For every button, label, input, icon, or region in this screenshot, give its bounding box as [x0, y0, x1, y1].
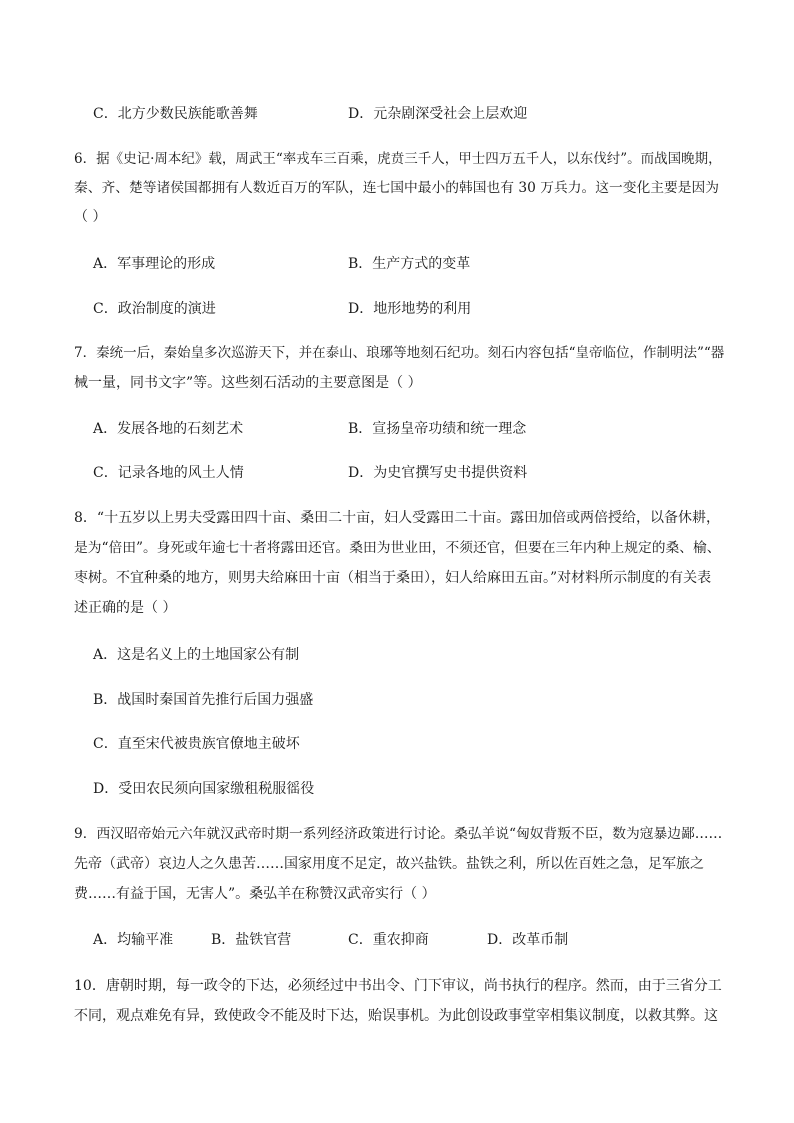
q6-option-b: B．生产方式的变革	[348, 256, 471, 272]
q7-option-a: A．发展各地的石刻艺术	[93, 421, 244, 437]
q5-option-c: C．北方少数民族能歌善舞	[93, 106, 258, 122]
q6-option-d: D．地形地势的利用	[348, 301, 472, 317]
q9-stem-line-1: 9．西汉昭帝始元六年就汉武帝时期一系列经济政策进行讨论。桑弘羊说“匈奴背叛不臣，数为寇暴边鄙……	[74, 826, 723, 842]
q9-option-d: D．改革币制	[487, 932, 569, 948]
q9-stem-line-2: 先帝（武帝）哀边人之久患苦……国家用度不足定，故兴盐铁。盐铁之利，所以佐百姓之急，足军旅之	[74, 856, 704, 872]
q7-option-d: D．为史官撰写史书提供资料	[348, 465, 528, 481]
q9-option-a: A．均输平准	[93, 932, 174, 948]
q9-option-b: B．盐铁官营	[211, 932, 292, 948]
q7-stem-line-2: 械一量，同书文字”等。这些刻石活动的主要意图是（ ）	[74, 375, 422, 391]
q6-option-c: C．政治制度的演进	[93, 301, 216, 317]
q5-option-d: D．元杂剧深受社会上层欢迎	[348, 106, 528, 122]
q8-stem-line-1: 8．“十五岁以上男夫受露田四十亩、桑田二十亩，妇人受露田二十亩。露田加倍或两倍授给，以备休耕，	[74, 510, 721, 526]
q7-stem-line-1: 7．秦统一后，秦始皇多次巡游天下，并在泰山、琅琊等地刻石纪功。刻石内容包括“皇帝临位，作制明法”“器	[74, 345, 725, 361]
q8-stem-line-4: 述正确的是（ ）	[74, 600, 177, 616]
q8-stem-line-3: 枣树。不宜种桑的地方，则男夫给麻田十亩（相当于桑田），妇人给麻田五亩。”对材料所示制度的有关表	[74, 570, 712, 586]
q8-option-d: D．受田农民须向国家缴租税服徭役	[93, 781, 315, 797]
q8-stem-line-2: 是为“倍田”。身死或年逾七十者将露田还官。桑田为世业田，不须还官，但要在三年内种上规定的桑、榆、	[74, 540, 721, 556]
q9-stem-line-3: 费……有益于国，无害人”。桑弘羊在称赞汉武帝实行（ ）	[74, 886, 436, 902]
q10-stem-line-1: 10．唐朝时期，每一政令的下达，必须经过中书出令、门下审议，尚书执行的程序。然而，由于三省分工	[74, 978, 722, 994]
q8-option-a: A．这是名义上的土地国家公有制	[93, 647, 300, 663]
q6-stem-line-2: 秦、齐、楚等诸侯国都拥有人数近百万的军队，连七国中最小的韩国也有 30 万兵力。这一变化主要是因为	[74, 180, 719, 196]
q9-option-c: C．重农抑商	[348, 932, 429, 948]
q6-answer-bracket: （ ）	[74, 209, 107, 225]
q8-option-c: C．直至宋代被贵族官僚地主破坏	[93, 736, 300, 752]
q10-stem-line-2: 不同，观点难免有异，致使政令不能及时下达，贻误事机。为此创设政事堂宰相集议制度，以救其弊。这	[74, 1008, 718, 1024]
q7-option-b: B．宣扬皇帝功绩和统一理念	[348, 421, 527, 437]
q6-stem-line-1: 6．据《史记·周本纪》载，周武王“率戎车三百乘，虎贲三千人，甲士四万五千人，以东伐纣”。而战国晚期，	[74, 151, 722, 167]
q6-option-a: A．军事理论的形成	[93, 256, 216, 272]
q8-option-b: B．战国时秦国首先推行后国力强盛	[93, 692, 314, 708]
q7-option-c: C．记录各地的风土人情	[93, 465, 244, 481]
